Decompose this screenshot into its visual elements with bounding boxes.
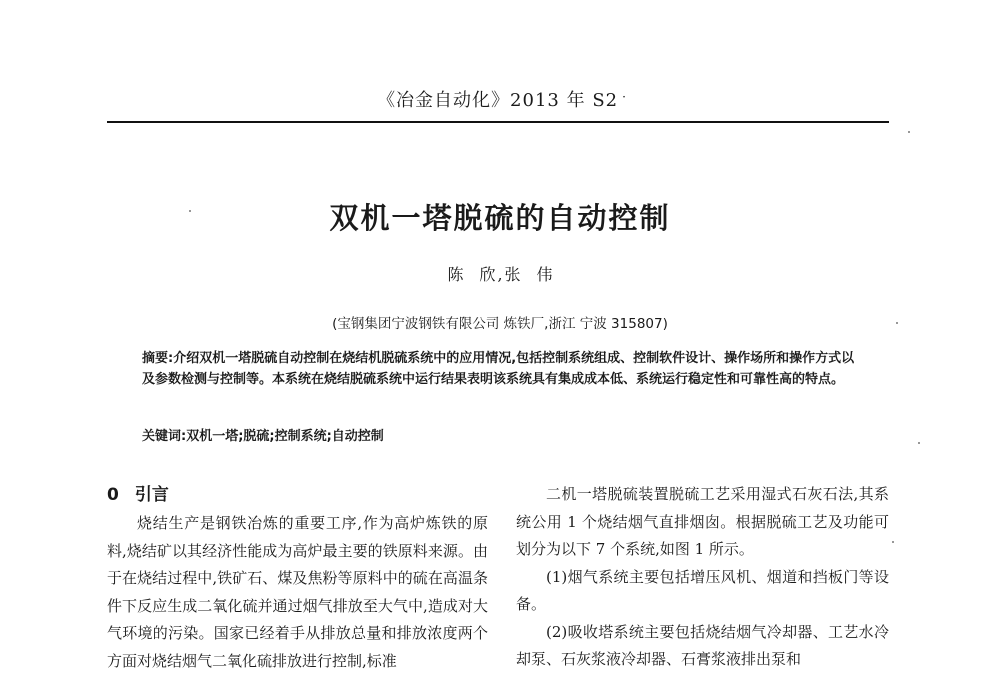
section-heading — [107, 480, 169, 505]
section-number: 0 — [107, 485, 119, 505]
body-paragraph: (2)吸收塔系统主要包括烧结烟气冷却器、工艺水冷却泵、石灰浆液冷却器、石膏浆液排出泵和 — [516, 622, 889, 668]
paper-title: 双机一塔脱硫的自动控制 — [329, 201, 671, 235]
header-rule — [107, 121, 889, 123]
section-title: 引言 — [134, 485, 169, 505]
author-2: 张 伟 — [504, 265, 553, 284]
header-mark: · — [622, 90, 627, 104]
abstract-text: 介绍双机一塔脱硫自动控制在烧结机脱硫系统中的应用情况,包括控制系统组成、控制软件设计、操作场所和操作方式以及参数检测与控制等。本系统在烧结脱硫系统中运行结果表明该系统具有集成成本低、系统运行稳定性和可靠性高的特点。 — [142, 351, 855, 387]
body-paragraph: (1)烟气系统主要包括增压风机、烟道和挡板门等设备。 — [516, 567, 889, 613]
scan-speck — [189, 210, 191, 212]
scan-speck — [918, 442, 920, 444]
abstract-label: 摘要: — [142, 351, 174, 366]
scan-speck — [892, 541, 894, 543]
body-paragraph: 烧结生产是钢铁冶炼的重要工序,作为高炉炼铁的原料,烧结矿以其经济性能成为高炉最主要的铁原料来源。由于在烧结过程中,铁矿石、煤及焦粉等原料中的硫在高温条件下反应生成二氧化硫并通过烟气排放至大气中,造成对大气环境的污染。国家已经着手从排放总量和排放浓度两个方面对烧结烟气二氧化硫排放进行控制,标准 — [107, 514, 488, 670]
keywords-label: 关键词: — [142, 429, 187, 444]
keywords-text: 双机一塔;脱硫;控制系统;自动控制 — [186, 429, 384, 444]
right-column — [516, 481, 889, 674]
running-header — [0, 86, 1000, 112]
left-column — [107, 510, 488, 675]
author-list — [0, 262, 1000, 285]
scan-speck — [908, 131, 910, 133]
affiliation: (宝钢集团宁波钢铁有限公司 炼铁厂,浙江 宁波 315807) — [332, 316, 668, 332]
author-1: 陈 欣 — [447, 265, 496, 284]
author-separator: , — [497, 265, 503, 284]
keywords — [142, 425, 862, 444]
abstract — [142, 348, 862, 390]
body-paragraph: 二机一塔脱硫装置脱硫工艺采用湿式石灰石法,其系统公用 1 个烧结烟气直排烟囱。根据脱硫工艺及功能可划分为以下 7 个系统,如图 1 所示。 — [516, 485, 889, 558]
journal-citation: 《冶金自动化》2013 年 S2 — [377, 90, 619, 111]
scan-speck — [896, 322, 898, 324]
